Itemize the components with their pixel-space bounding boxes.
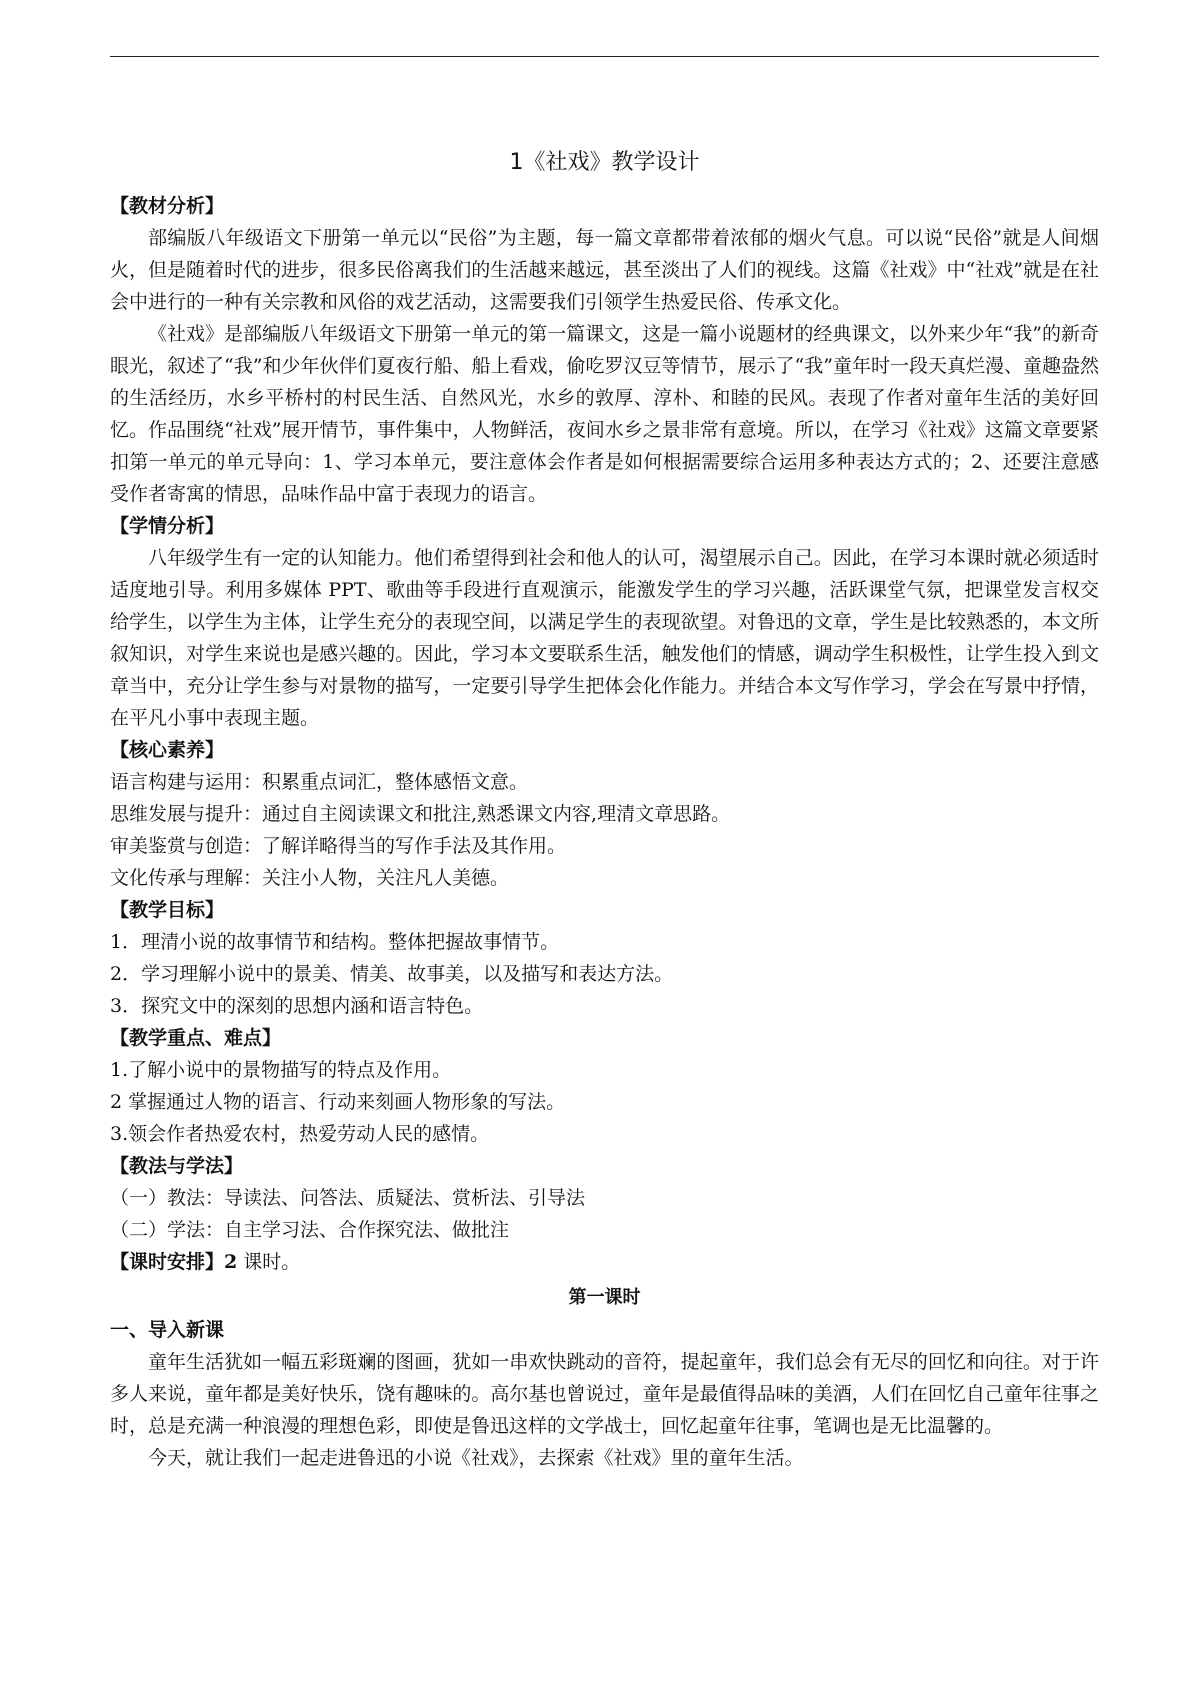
document-title: 1《社戏》教学设计: [509, 150, 700, 175]
schedule-line: [110, 1246, 1099, 1278]
section-heading-goals: 【教学目标】: [110, 899, 225, 921]
keypoint-item: 3.领会作者热爱农村，热爱劳动人民的感情。: [110, 1123, 490, 1145]
header-rule: [110, 56, 1099, 57]
goal-item: 2．学习理解小说中的景美、情美、故事美，以及描写和表达方法。: [110, 963, 674, 985]
section-heading-material: 【教材分析】: [110, 195, 225, 217]
section-heading-intro: 一、导入新课: [110, 1319, 225, 1341]
section-heading-keypoints: 【教学重点、难点】: [110, 1027, 282, 1049]
material-paragraph-2: 《社戏》是部编版八年级语文下册第一单元的第一篇课文，这是一篇小说题材的经典课文，以外来少年“我”的新奇眼光，叙述了“我”和少年伙伴们夏夜行船、船上看戏，偷吃罗汉豆等情节，展示了“我”童年时一段天真烂漫、童趣盎然的生活经历，水乡平桥村的村民生活、自然风光，水乡的敦厚、淳朴、和睦的民风。表现了作者对童年生活的美好回忆。作品围绕“社戏”展开情节，事件集中，人物鲜活，夜间水乡之景非常有意境。所以，在学习《社戏》这篇文章要紧扣第一单元的单元导向：1、学习本单元，要注意体会作者是如何根据需要综合运用多种表达方式的；2、还要注意感受作者寄寓的情思，品味作品中富于表现力的语言。: [110, 323, 1099, 505]
literacy-item: 审美鉴赏与创造：了解详略得当的写作手法及其作用。: [110, 835, 567, 857]
section-heading-literacy: 【核心素养】: [110, 739, 225, 761]
keypoint-item: 2 掌握通过人物的语言、行动来刻画人物形象的写法。: [110, 1091, 566, 1113]
section-heading-students: 【学情分析】: [110, 515, 225, 537]
intro-paragraph-2: 今天，就让我们一起走进鲁迅的小说《社戏》，去探索《社戏》里的童年生活。: [148, 1447, 804, 1469]
keypoint-item: 1.了解小说中的景物描写的特点及作用。: [110, 1059, 452, 1081]
section-heading-schedule: 【课时安排】: [110, 1251, 225, 1273]
literacy-item: 语言构建与运用：积累重点词汇，整体感悟文意。: [110, 771, 529, 793]
document-page: [110, 148, 1099, 1474]
schedule-count: 2: [224, 1251, 238, 1273]
schedule-unit: 课时。: [237, 1251, 301, 1273]
lesson-title: 第一课时: [568, 1287, 641, 1308]
literacy-item: 思维发展与提升：通过自主阅读课文和批注,熟悉课文内容,理清文章思路。: [110, 803, 731, 825]
students-paragraph: 八年级学生有一定的认知能力。他们希望得到社会和他人的认可，渴望展示自己。因此，在学习本课时就必须适时适度地引导。利用多媒体 PPT、歌曲等手段进行直观演示，能激发学生的学习兴趣，活跃课堂气氛，把课堂发言权交给学生，以学生为主体，让学生充分的表现空间，以满足学生的表现欲望。对鲁迅的文章，学生是比较熟悉的，本文所叙知识，对学生来说也是感兴趣的。因此，学习本文要联系生活，触发他们的情感，调动学生积极性，让学生投入到文章当中，充分让学生参与对景物的描写，一定要引导学生把体会化作能力。并结合本文写作学习，学会在写景中抒情，在平凡小事中表现主题。: [110, 547, 1099, 729]
section-heading-methods: 【教法与学法】: [110, 1155, 244, 1177]
literacy-item: 文化传承与理解：关注小人物，关注凡人美德。: [110, 867, 510, 889]
goal-item: 1．理清小说的故事情节和结构。整体把握故事情节。: [110, 931, 560, 953]
intro-paragraph-1: 童年生活犹如一幅五彩斑斓的图画，犹如一串欢快跳动的音符，提起童年，我们总会有无尽的回忆和向往。对于许多人来说，童年都是美好快乐，饶有趣味的。高尔基也曾说过，童年是最值得品味的美酒，人们在回忆自己童年往事之时，总是充满一种浪漫的理想色彩，即使是鲁迅这样的文学战士，回忆起童年往事，笔调也是无比温馨的。: [110, 1351, 1099, 1437]
method-item: （一）教法：导读法、问答法、质疑法、赏析法、引导法: [110, 1187, 586, 1209]
material-paragraph-1: 部编版八年级语文下册第一单元以“民俗”为主题，每一篇文章都带着浓郁的烟火气息。可以说“民俗”就是人间烟火，但是随着时代的进步，很多民俗离我们的生活越来越远，甚至淡出了人们的视线。这篇《社戏》中“社戏”就是在社会中进行的一种有关宗教和风俗的戏艺活动，这需要我们引领学生热爱民俗、传承文化。: [110, 227, 1099, 313]
method-item: （二）学法：自主学习法、合作探究法、做批注: [110, 1219, 510, 1241]
goal-item: 3．探究文中的深刻的思想内涵和语言特色。: [110, 995, 484, 1017]
